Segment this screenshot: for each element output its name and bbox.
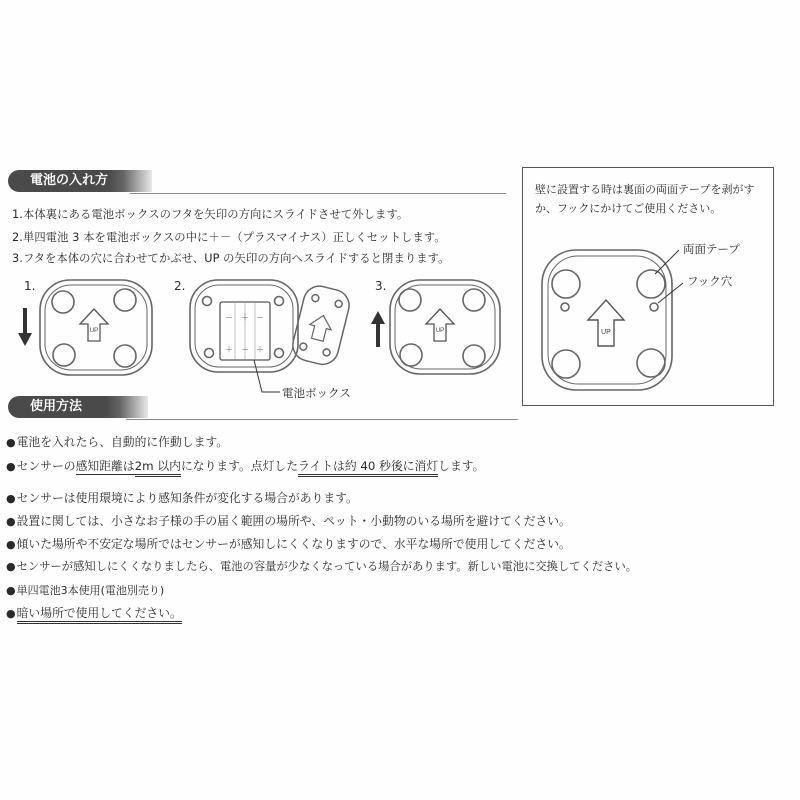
- battery-sign: ＋: [256, 345, 264, 354]
- figure-number-3: 3.: [375, 279, 387, 293]
- battery-sign: ＋: [225, 345, 233, 354]
- figure-number-2: 2.: [174, 279, 186, 293]
- bullet-icon: ●: [6, 515, 16, 528]
- device-back-view-3: [390, 280, 500, 374]
- install-step-1: 1.本体裏にある電池ボックスのフタを矢印の方向にスライドさせて外します。: [12, 208, 409, 221]
- battery-sign: －: [256, 313, 264, 322]
- figure-number-1: 1.: [24, 279, 36, 293]
- usage-item-6: ●センサーが感知しにくくなりましたら、電池の容量が少なくなっている場合があります。新しい電池に交換してください。: [6, 560, 638, 573]
- device-back-view-2: [190, 280, 298, 372]
- wall-mount-panel: [522, 167, 774, 406]
- usage-item-8: ●暗い場所で使用してください。: [6, 604, 182, 621]
- install-step-2: 2.単四電池 3 本を電池ボックスの中に＋－（プラスマイナス）正しくセットします。: [12, 231, 446, 244]
- usage-item-2: ●センサーの感知距離は2m 以内になります。点灯したライトは約 40 秒後に消灯します。: [6, 457, 484, 474]
- battery-box-label: 電池ボックス: [282, 386, 351, 400]
- battery-sign: －: [241, 345, 249, 354]
- bullet-icon: ●: [6, 607, 16, 620]
- usage-item-7: ●単四電池3本使用(電池別売り): [6, 584, 165, 597]
- usage-item-4: ●設置に関しては、小さなお子様の手の届く範囲の場所や、ペット・小動物のいる場所を避けてください。: [6, 514, 571, 528]
- down-arrow-icon: [18, 308, 32, 346]
- battery-sign: ＋: [241, 313, 249, 322]
- wall-mount-text: 壁に設置する時は裏面の両面テープを剥がすか、フックにかけてご使用ください。: [535, 183, 755, 215]
- up-label-wall: UP: [601, 329, 611, 336]
- bullet-icon: ●: [6, 460, 16, 473]
- battery-sign: －: [225, 313, 233, 322]
- up-label-3: UP: [435, 328, 445, 334]
- bullet-icon: ●: [6, 436, 16, 449]
- up-arrow-icon: [371, 311, 385, 347]
- device-back-view-1: [40, 280, 152, 375]
- bullet-icon: ●: [6, 584, 16, 597]
- install-section-heading: 電池の入れ方: [8, 170, 152, 192]
- bullet-icon: ●: [6, 492, 16, 505]
- hook-hole-label: フック穴: [687, 274, 733, 288]
- usage-section-heading: 使用方法: [8, 396, 148, 418]
- bullet-icon: ●: [6, 538, 16, 551]
- install-step-3: 3.フタを本体の穴に合わせてかぶせ、UP の矢印の方向へスライドすると閉まります。: [12, 252, 450, 265]
- tape-label: 両面テープ: [683, 242, 740, 256]
- bullet-icon: ●: [6, 560, 16, 573]
- usage-item-5: ●傾いた場所や不安定な場所ではセンサーが感知しにくくなりますので、水平な場所で使用してください。: [6, 537, 571, 551]
- battery-cover: [289, 283, 352, 368]
- up-label-1: UP: [89, 328, 99, 334]
- usage-item-1: ●電池を入れたら、自動的に作動します。: [6, 435, 229, 449]
- divider: [126, 419, 518, 420]
- usage-item-3: ●センサーは使用環境により感知条件が変化する場合があります。: [6, 491, 358, 505]
